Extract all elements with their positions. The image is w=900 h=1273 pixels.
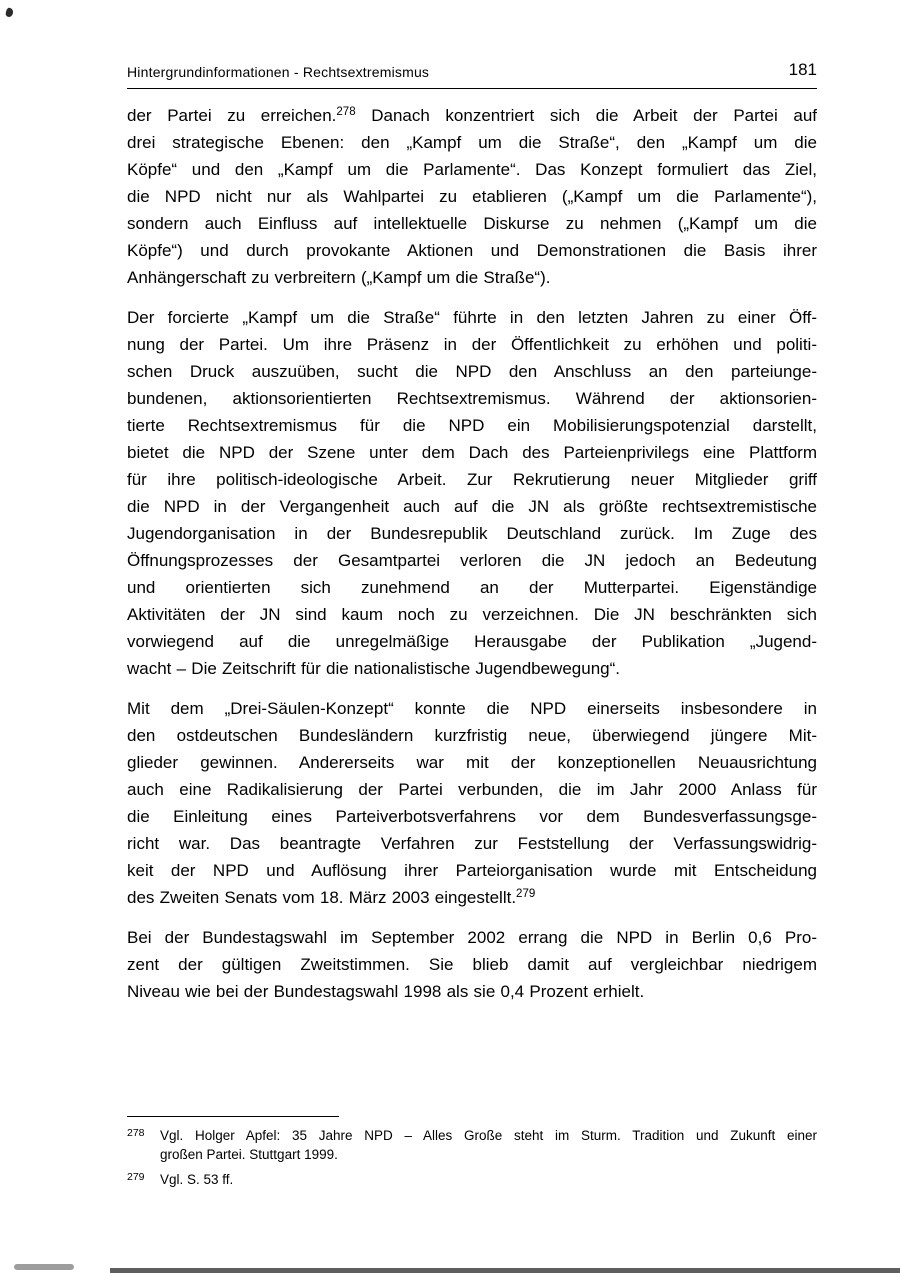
scan-artifact	[14, 1264, 74, 1270]
text-line: für ihre politisch-ideologische Arbeit. Zur Rekrutierung neuer Mitglieder griff	[127, 470, 817, 489]
text-line: bietet die NPD der Szene unter dem Dach des Parteienprivilegs eine Plattform	[127, 443, 817, 462]
footnotes-section	[127, 1116, 817, 1195]
footnotes-list	[127, 1126, 817, 1189]
text-line: den ostdeutschen Bundesländern kurzfristig neue, überwiegend jüngere Mit-	[127, 726, 817, 745]
text-line: tierte Rechtsextremismus für die NPD ein Mobilisierungspotenzial darstellt,	[127, 416, 817, 435]
text-line: sondern auch Einfluss auf intellektuelle Diskurse zu nehmen („Kampf um die	[127, 214, 817, 233]
paragraph	[127, 924, 817, 1005]
text-line: der Partei zu erreichen.$^{278}$ Danach konzentriert sich die Arbeit der Partei auf	[127, 106, 817, 125]
paragraph	[127, 304, 817, 682]
text-line: glieder gewinnen. Andererseits war mit der konzeptionellen Neuausrichtung	[127, 753, 817, 772]
paragraph	[127, 695, 817, 911]
text-line: keit der NPD und Auflösung ihrer Parteiorganisation wurde mit Entscheidung	[127, 861, 817, 880]
text-line: die NPD nicht nur als Wahlpartei zu etablieren („Kampf um die Parlamente“),	[127, 187, 817, 206]
text-line: nung der Partei. Um ihre Präsenz in der Öffentlichkeit zu erhöhen und politi-	[127, 335, 817, 354]
page-header	[127, 60, 817, 89]
text-line: bundenen, aktionsorientierten Rechtsextremismus. Während der aktionsorien-	[127, 389, 817, 408]
footnote-marker: 278	[127, 1127, 145, 1139]
text-line: vorwiegend auf die unregelmäßige Herausgabe der Publikation „Jugend-	[127, 632, 817, 651]
text-line: des Zweiten Senats vom 18. März 2003 eingestellt.$^{279}$	[127, 888, 536, 907]
footnote-line: Vgl. Holger Apfel: 35 Jahre NPD – Alles Große steht im Sturm. Tradition und Zukunft einer	[160, 1128, 817, 1143]
paragraph	[127, 102, 817, 291]
scan-artifact	[110, 1268, 900, 1273]
scan-artifact	[5, 7, 14, 18]
text-line: die NPD in der Vergangenheit auch auf die JN als größte rechtsextremistische	[127, 497, 817, 516]
text-line: Der forcierte „Kampf um die Straße“ führte in den letzten Jahren zu einer Öff-	[127, 308, 817, 327]
text-line: Bei der Bundestagswahl im September 2002 errang die NPD in Berlin 0,6 Pro-	[127, 928, 817, 947]
page-number: 181	[788, 60, 817, 79]
footnote-ref: 279	[516, 888, 536, 900]
body-paragraphs	[127, 102, 817, 1018]
text-line: auch eine Radikalisierung der Partei verbunden, die im Jahr 2000 Anlass für	[127, 780, 817, 799]
text-line: drei strategische Ebenen: den „Kampf um die Straße“, den „Kampf um die	[127, 133, 817, 152]
running-title: Hintergrundinformationen - Rechtsextremismus	[127, 64, 430, 80]
text-line: Köpfe“ und den „Kampf um die Parlamente“. Das Konzept formuliert das Ziel,	[127, 160, 817, 179]
text-line: und orientierten sich zunehmend an der Mutterpartei. Eigenständige	[127, 578, 817, 597]
footnote-ref: 278	[336, 106, 356, 118]
footnote-line: Vgl. S. 53 ff.	[160, 1172, 234, 1187]
text-line: schen Druck auszuüben, sucht die NPD den Anschluss an den parteiunge-	[127, 362, 817, 381]
text-line: Mit dem „Drei-Säulen-Konzept“ konnte die NPD einerseits insbesondere in	[127, 699, 817, 718]
text-line: richt war. Das beantragte Verfahren zur Feststellung der Verfassungswidrig-	[127, 834, 817, 853]
text-line: Jugendorganisation in der Bundesrepublik Deutschland zurück. Im Zuge des	[127, 524, 817, 543]
footnote	[127, 1126, 817, 1164]
text-line: Aktivitäten der JN sind kaum noch zu verzeichnen. Die JN beschränkten sich	[127, 605, 817, 624]
text-line: Köpfe“) und durch provokante Aktionen und Demonstrationen die Basis ihrer	[127, 241, 817, 260]
text-line: die Einleitung eines Parteiverbotsverfahrens vor dem Bundesverfassungsge-	[127, 807, 817, 826]
text-line: Öffnungsprozesses der Gesamtpartei verloren die JN jedoch an Bedeutung	[127, 551, 817, 570]
footnote-separator	[127, 1116, 339, 1117]
footnote-marker: 279	[127, 1171, 145, 1183]
text-line: Niveau wie bei der Bundestagswahl 1998 als sie 0,4 Prozent erhielt.	[127, 982, 645, 1001]
text-line: Anhängerschaft zu verbreitern („Kampf um die Straße“).	[127, 268, 551, 287]
footnote	[127, 1170, 817, 1189]
footnote-line: großen Partei. Stuttgart 1999.	[160, 1147, 338, 1162]
text-line: wacht – Die Zeitschrift für die nationalistische Jugendbewegung“.	[127, 659, 620, 678]
text-line: zent der gültigen Zweitstimmen. Sie blieb damit auf vergleichbar niedrigem	[127, 955, 817, 974]
